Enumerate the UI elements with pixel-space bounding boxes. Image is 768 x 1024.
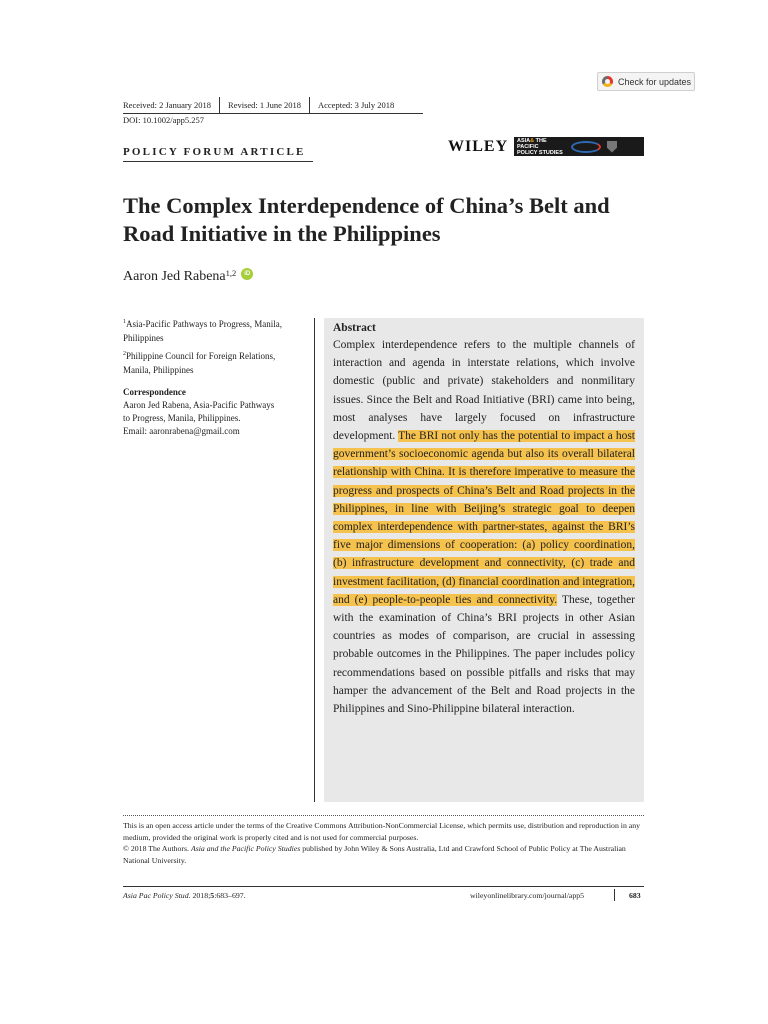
footer-citation: Asia Pac Policy Stud. 2018;5:683–697.	[123, 891, 246, 900]
received-date: Received: 2 January 2018	[123, 100, 212, 110]
journal-swirl-icon	[571, 141, 601, 153]
article-type: POLICY FORUM ARTICLE	[123, 146, 306, 158]
correspondence-line: Aaron Jed Rabena, Asia-Pacific Pathways	[123, 400, 275, 410]
check-for-updates-label: Check for updates	[618, 76, 692, 87]
journal-logo-banner	[514, 137, 644, 156]
abstract-text	[333, 336, 635, 718]
abstract-highlight[interactable]: The BRI not only has the potential to impact a host government’s socioeconomic agenda but also its overall bilateral relationship with China. It is therefore imperative to measure the progress and prospects of China’s Belt and Road projects in the Philippines, in line with Beijing’s strategic goal to deepen complex interdependence with partner-states, against the BRI’s five major dimensions of cooperation: (a) policy coordination, (b) infrastructure development and connectivity, (c) trade and investment facilitation, (d) financial coordination and integration, and (e) people-to-people ties and connectivity.	[333, 430, 635, 606]
copyright-text: © 2018 The Authors. Asia and the Pacific Policy Studies published by John Wiley & Sons Australia, Ltd and Crawford School of Public Policy at The Australian National University.	[123, 844, 626, 865]
abstract-box	[324, 318, 644, 802]
author-name: Aaron Jed Rabena	[123, 269, 226, 284]
author-affiliation-sup: 1,2	[225, 268, 237, 278]
abstract-divider	[314, 318, 315, 802]
abstract-heading: Abstract	[333, 322, 376, 334]
check-for-updates-button[interactable]	[597, 72, 695, 91]
correspondence-heading: Correspondence	[123, 387, 186, 397]
doi[interactable]: DOI: 10.1002/app5.257	[123, 115, 204, 125]
affiliation-item: $^1$Asia-Pacific Pathways to Progress, Manila, Philippines	[123, 319, 282, 343]
correspondence-line: to Progress, Manila, Philippines.	[123, 413, 241, 423]
crossmark-icon	[602, 76, 613, 87]
accepted-date: Accepted: 3 July 2018	[309, 97, 402, 114]
footer-separator	[614, 889, 615, 901]
journal-url[interactable]: wileyonlinelibrary.com/journal/app5	[470, 891, 585, 900]
author-line	[123, 266, 253, 288]
revised-date: Revised: 1 June 2018	[219, 97, 309, 114]
correspondence	[123, 386, 313, 438]
article-type-underline	[123, 161, 313, 162]
orcid-icon[interactable]: iD	[241, 268, 253, 280]
footer-divider	[123, 886, 644, 887]
page-number: 683	[629, 891, 641, 900]
license-notice	[123, 820, 644, 866]
article-title: The Complex Interdependence of China’s Belt and Road Initiative in the Philippines	[123, 193, 610, 246]
wiley-logo: WILEY	[448, 138, 509, 155]
license-divider	[123, 815, 644, 816]
license-text: This is an open access article under the terms of the Creative Commons Attribution-NonCommercial License, which permits use, distribution and reproduction in any medium, provided the original work is properly cited and is not used for commercial purposes.	[123, 821, 641, 842]
affiliations	[123, 315, 303, 379]
abstract-text-before: Complex interdependence refers to the multiple channels of interaction and agenda in interstate relations, which involve domestic (public and private) stakeholders and nonmilitary issues. Since the Belt and Road Initiative (BRI) came into being, most analyses have largely focused on infrastructure development.	[333, 339, 635, 443]
university-crest-icon	[607, 141, 617, 153]
article-dates	[123, 97, 402, 114]
affiliation-item: $^2$Philippine Council for Foreign Relations, Manila, Philippines	[123, 351, 276, 375]
journal-logo-text: ASIA& THE PACIFIC POLICY STUDIES	[517, 137, 563, 156]
correspondence-email[interactable]: Email: aaronrabena@gmail.com	[123, 426, 240, 436]
abstract-text-after: These, together with the examination of China’s BRI projects in other Asian countries as modes of comparison, are crucial in assessing probable outcomes in the Philippines. The paper includes policy recommendations based on possible pitfalls and risks that may hamper the advancement of the Belt and Road projects in the Philippines and Sino-Philippine bilateral interaction.	[333, 593, 636, 716]
